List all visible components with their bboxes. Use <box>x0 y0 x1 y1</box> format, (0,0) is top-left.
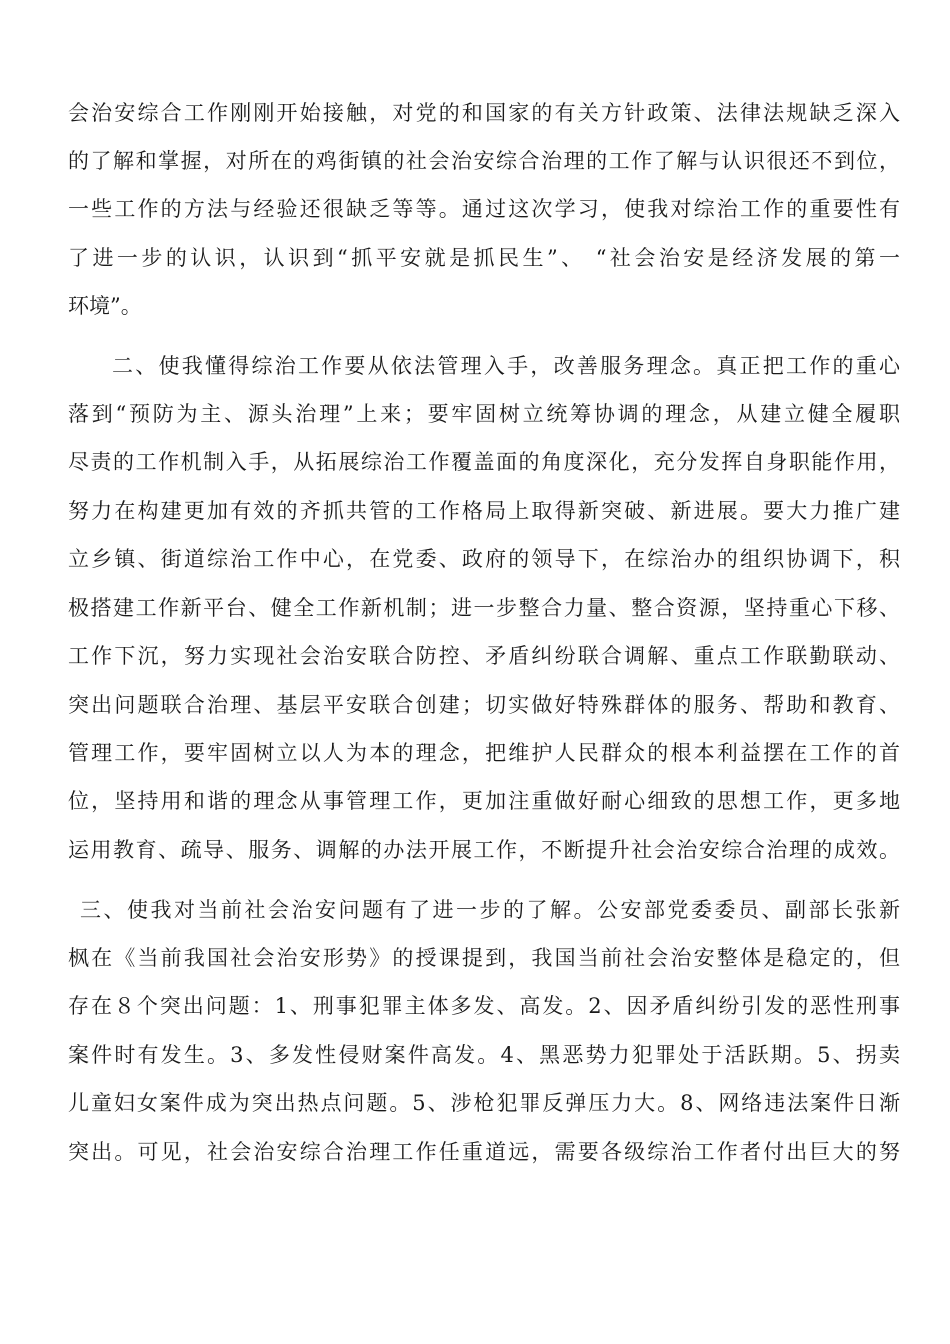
text-line: 位，坚持用和谐的理念从事管理工作，更加注重做好耐心细致的思想工作，更多地 <box>68 789 900 813</box>
text-line: 存在８个突出问题：1、刑事犯罪主体多发、高发。2、因矛盾纠纷引发的恶性刑事 <box>68 994 900 1018</box>
text-line: 立乡镇、街道综治工作中心，在党委、政府的领导下，在综治办的组织协调下，积 <box>68 547 900 571</box>
text-line: 努力在构建更加有效的齐抓共管的工作格局上取得新突破、新进展。要大力推广建 <box>68 499 900 523</box>
text-line: 管理工作，要牢固树立以人为本的理念，把维护人民群众的根本利益摆在工作的首 <box>68 741 900 765</box>
text-line: 突出。可见，社会治安综合治理工作任重道远，需要各级综治工作者付出巨大的努 <box>68 1140 900 1164</box>
text-line: 尽责的工作机制入手，从拓展综治工作覆盖面的角度深化，充分发挥自身职能作用， <box>68 450 900 474</box>
text-line: 的了解和掌握，对所在的鸡街镇的社会治安综合治理的工作了解与认识很还不到位， <box>68 149 900 173</box>
text-line: 了进一步的认识，认识到“抓平安就是抓民生”、 “社会治安是经济发展的第一 <box>68 246 900 270</box>
text-line: 突出问题联合治理、基层平安联合创建；切实做好特殊群体的服务、帮助和教育、 <box>68 693 900 717</box>
text-line: 环境”。 <box>68 294 142 318</box>
text-line: 会治安综合工作刚刚开始接触，对党的和国家的有关方针政策、法律法规缺乏深入 <box>68 101 900 125</box>
text-line: 案件时有发生。3、多发性侵财案件高发。4、黑恶势力犯罪处于活跃期。5、拐卖 <box>68 1043 900 1067</box>
text-line: 枫在《当前我国社会治安形势》的授课提到，我国当前社会治安整体是稳定的，但 <box>68 946 900 970</box>
text-line: 二、使我懂得综治工作要从依法管理入手，改善服务理念。真正把工作的重心 <box>112 354 900 378</box>
text-line: 三、使我对当前社会治安问题有了进一步的了解。公安部党委委员、副部长张新 <box>80 898 900 922</box>
text-line: 极搭建工作新平台、健全工作新机制；进一步整合力量、整合资源，坚持重心下移、 <box>68 596 900 620</box>
text-line: 工作下沉，努力实现社会治安联合防控、矛盾纠纷联合调解、重点工作联勤联动、 <box>68 644 900 668</box>
text-line: 运用教育、疏导、服务、调解的办法开展工作，不断提升社会治安综合治理的成效。 <box>68 838 900 862</box>
text-line: 一些工作的方法与经验还很缺乏等等。通过这次学习，使我对综治工作的重要性有 <box>68 197 900 221</box>
text-line: 落到“预防为主、源头治理”上来；要牢固树立统筹协调的理念，从建立健全履职 <box>68 402 900 426</box>
text-line: 儿童妇女案件成为突出热点问题。5、涉枪犯罪反弹压力大。8、网络违法案件日渐 <box>68 1091 900 1115</box>
